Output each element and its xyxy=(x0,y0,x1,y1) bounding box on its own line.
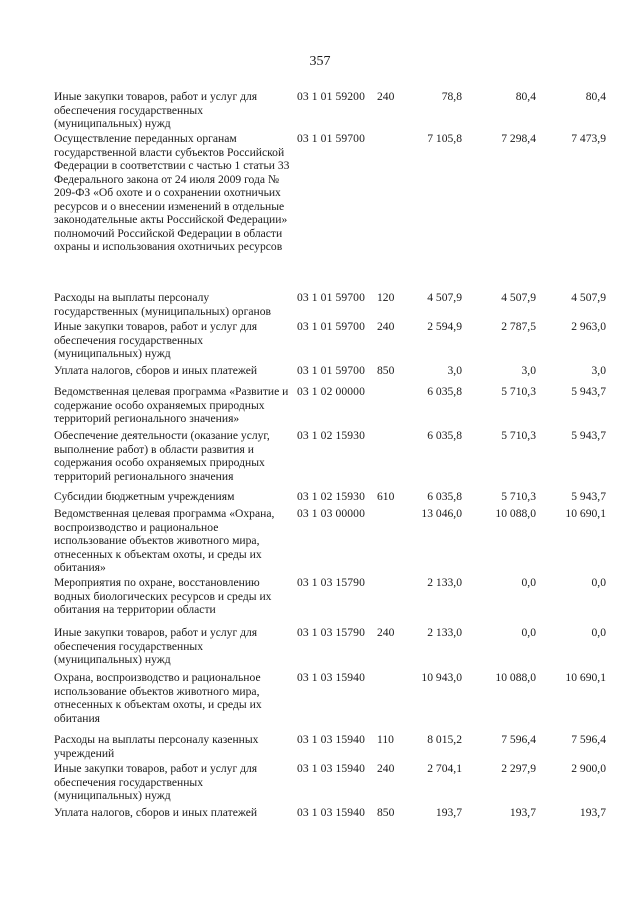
expense-type-code: 120 xyxy=(377,291,395,304)
amount-year-2: 5 710,3 xyxy=(501,385,536,398)
amount-year-1: 2 133,0 xyxy=(427,576,462,589)
row-description: Расходы на выплаты персоналу государственных (муниципальных) органов xyxy=(54,291,271,318)
amount-year-1: 193,7 xyxy=(435,806,462,819)
amount-year-1: 6 035,8 xyxy=(427,429,462,442)
expense-type-code: 110 xyxy=(377,733,394,746)
amount-year-1: 2 133,0 xyxy=(427,626,462,639)
row-description: Обеспечение деятельности (оказание услуг, выполнение работ) в области развития и содержания особо охраняемых природных территорий регионального значения xyxy=(54,429,270,483)
amount-year-3: 193,7 xyxy=(579,806,606,819)
amount-year-3: 2 900,0 xyxy=(571,762,606,775)
amount-year-3: 0,0 xyxy=(591,626,606,639)
amount-year-2: 7 298,4 xyxy=(501,132,536,145)
amount-year-2: 5 710,3 xyxy=(501,429,536,442)
row-description: Ведомственная целевая программа «Охрана, воспроизводство и рациональное использование объектов животного мира, отнесенных к объектам охоты, и среды их обитания» xyxy=(54,507,275,574)
amount-year-1: 2 594,9 xyxy=(427,320,462,333)
target-article-code: 03 1 03 15940 xyxy=(297,806,365,819)
target-article-code: 03 1 03 15940 xyxy=(297,733,365,746)
row-description: Ведомственная целевая программа «Развитие и содержание особо охраняемых природных территорий регионального значения» xyxy=(54,385,289,425)
target-article-code: 03 1 01 59700 xyxy=(297,364,365,377)
amount-year-3: 0,0 xyxy=(591,576,606,589)
expense-type-code: 610 xyxy=(377,490,395,503)
expense-type-code: 850 xyxy=(377,364,395,377)
amount-year-2: 4 507,9 xyxy=(501,291,536,304)
expense-type-code: 240 xyxy=(377,626,395,639)
target-article-code: 03 1 01 59200 xyxy=(297,90,365,103)
amount-year-2: 10 088,0 xyxy=(495,507,536,520)
amount-year-2: 2 297,9 xyxy=(501,762,536,775)
row-description: Расходы на выплаты персоналу казенных учреждений xyxy=(54,733,259,760)
amount-year-2: 193,7 xyxy=(509,806,536,819)
row-description: Субсидии бюджетным учреждениям xyxy=(54,490,235,503)
target-article-code: 03 1 03 00000 xyxy=(297,507,365,520)
target-article-code: 03 1 01 59700 xyxy=(297,132,365,145)
row-description: Иные закупки товаров, работ и услуг для обеспечения государственных (муниципальных) нужд xyxy=(54,626,258,666)
amount-year-2: 5 710,3 xyxy=(501,490,536,503)
row-description: Иные закупки товаров, работ и услуг для обеспечения государственных (муниципальных) нужд xyxy=(54,90,258,130)
amount-year-1: 13 046,0 xyxy=(421,507,462,520)
amount-year-1: 6 035,8 xyxy=(427,490,462,503)
row-description: Охрана, воспроизводство и рациональное использование объектов животного мира, отнесенных к объектам охоты, и среды их обитания xyxy=(54,671,262,725)
target-article-code: 03 1 03 15940 xyxy=(297,671,365,684)
amount-year-3: 4 507,9 xyxy=(571,291,606,304)
target-article-code: 03 1 03 15940 xyxy=(297,762,365,775)
amount-year-2: 2 787,5 xyxy=(501,320,536,333)
amount-year-1: 4 507,9 xyxy=(427,291,462,304)
amount-year-2: 10 088,0 xyxy=(495,671,536,684)
amount-year-1: 2 704,1 xyxy=(427,762,462,775)
amount-year-1: 6 035,8 xyxy=(427,385,462,398)
row-description: Иные закупки товаров, работ и услуг для обеспечения государственных (муниципальных) нужд xyxy=(54,762,258,802)
amount-year-3: 5 943,7 xyxy=(571,385,606,398)
row-description: Уплата налогов, сборов и иных платежей xyxy=(54,364,258,377)
amount-year-1: 10 943,0 xyxy=(421,671,462,684)
amount-year-2: 3,0 xyxy=(521,364,536,377)
expense-type-code: 240 xyxy=(377,762,395,775)
amount-year-3: 10 690,1 xyxy=(565,671,606,684)
amount-year-1: 8 015,2 xyxy=(427,733,462,746)
amount-year-3: 7 473,9 xyxy=(571,132,606,145)
amount-year-3: 2 963,0 xyxy=(571,320,606,333)
amount-year-3: 80,4 xyxy=(585,90,606,103)
amount-year-2: 0,0 xyxy=(521,626,536,639)
row-description: Осуществление переданных органам государственной власти субъектов Российской Федерации в соответствии с частью 1 статьи 33 Федерального закона от 24 июля 2009 года № 209-ФЗ «Об охоте и о сохранении охотничьих ресурсов и о внесении изменений в отдельные законодательные акты Российской Федерации» полномочий Российской Федерации в области охраны и использования охотничьих ресурсов xyxy=(54,132,290,253)
target-article-code: 03 1 02 15930 xyxy=(297,429,365,442)
amount-year-2: 7 596,4 xyxy=(501,733,536,746)
amount-year-3: 5 943,7 xyxy=(571,429,606,442)
row-description: Уплата налогов, сборов и иных платежей xyxy=(54,806,258,819)
amount-year-1: 78,8 xyxy=(441,90,462,103)
amount-year-1: 7 105,8 xyxy=(427,132,462,145)
target-article-code: 03 1 03 15790 xyxy=(297,626,365,639)
target-article-code: 03 1 02 00000 xyxy=(297,385,365,398)
amount-year-3: 10 690,1 xyxy=(565,507,606,520)
target-article-code: 03 1 01 59700 xyxy=(297,291,365,304)
row-description: Мероприятия по охране, восстановлению водных биологических ресурсов и среды их обитания на территории области xyxy=(54,576,272,616)
amount-year-3: 7 596,4 xyxy=(571,733,606,746)
amount-year-2: 80,4 xyxy=(515,90,536,103)
page-number: 357 xyxy=(309,54,331,69)
target-article-code: 03 1 01 59700 xyxy=(297,320,365,333)
row-description: Иные закупки товаров, работ и услуг для обеспечения государственных (муниципальных) нужд xyxy=(54,320,258,360)
amount-year-1: 3,0 xyxy=(447,364,462,377)
expense-type-code: 240 xyxy=(377,90,395,103)
amount-year-2: 0,0 xyxy=(521,576,536,589)
amount-year-3: 5 943,7 xyxy=(571,490,606,503)
expense-type-code: 850 xyxy=(377,806,395,819)
target-article-code: 03 1 03 15790 xyxy=(297,576,365,589)
expense-type-code: 240 xyxy=(377,320,395,333)
amount-year-3: 3,0 xyxy=(591,364,606,377)
target-article-code: 03 1 02 15930 xyxy=(297,490,365,503)
